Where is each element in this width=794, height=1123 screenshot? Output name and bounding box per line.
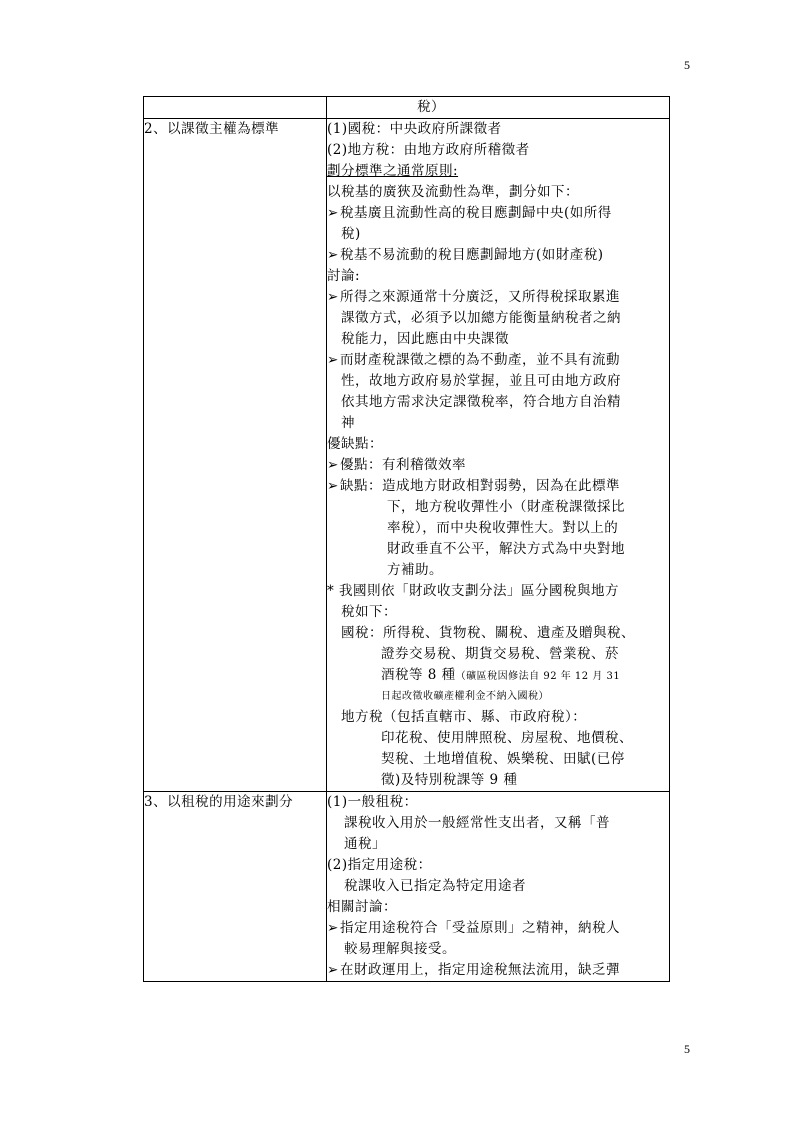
list-item: (1)國稅：中央政府所課徵者 [327,121,502,137]
list-item: 優缺點： [327,436,383,452]
list-item: 財政垂直不公平，解決方式為中央對地 [387,541,625,557]
row0-content-cell [327,97,670,119]
list-item: ➢所得之來源通常十分廣泛，又所得稅採取累進 [327,287,669,308]
list-item: ➢指定用途稅符合「受益原則」之精神，納稅人 [327,918,669,939]
list-item: 稅如下： [341,604,397,620]
list-item: ➢而財產稅課徵之標的為不動產，並不具有流動 [327,350,669,371]
list-item: 較易理解與接受。 [344,941,456,957]
content-table [143,96,670,982]
list-item: 方補助。 [387,562,443,578]
list-item: 國稅：所得稅、貨物稅、關稅、遺產及贈與稅、 [341,625,635,641]
arrow-bullet-icon: ➢ [327,920,339,936]
list-item: 下，地方稅收彈性小（財產稅課徵採比 [387,499,625,515]
list-item: 證券交易稅、期貨交易稅、營業稅、菸 [381,646,619,662]
list-item: 劃分標準之通常原則: [327,163,459,179]
list-item: 日起改徵收礦產權利金不納入國稅） [381,691,549,702]
list-item: 依其地方需求決定課徵稅率，符合地方自治精 [341,394,621,410]
arrow-bullet-icon: ➢ [327,352,339,368]
arrow-bullet-icon: ➢ [327,289,339,305]
list-item: ➢在財政運用上，指定用途稅無法流用，缺乏彈 [327,960,669,981]
row2-label: 3、以租稅的用途來劃分 [144,794,294,810]
arrow-bullet-icon: ➢ [327,247,339,263]
arrow-bullet-icon: ➢ [327,478,339,494]
row1-label-cell [144,119,327,792]
list-item: 相關討論： [327,899,397,915]
arrow-bullet-icon: ➢ [327,962,339,978]
list-item: 酒稅等 8 種（礦區稅因修法自 92 年 12 月 31 [381,667,621,683]
table-row [144,792,670,982]
table-row [144,119,670,792]
arrow-bullet-icon: ➢ [327,457,339,473]
list-item: * 我國則依「財政收支劃分法」區分國稅與地方 [327,583,620,599]
row2-content-cell [327,792,670,982]
list-item: 以稅基的廣狹及流動性為準，劃分如下： [327,184,579,200]
list-item: ➢稅基廣且流動性高的稅目應劃歸中央(如所得 [327,203,669,224]
table-row [144,97,670,119]
list-item: 地方稅（包括直轄市、縣、市政府稅）： [341,709,587,725]
list-item: 稅能力，因此應由中央課徵 [341,331,509,347]
list-item: 印花稅、使用牌照稅、房屋稅、地價稅、 [381,730,633,746]
row0-label-cell [144,97,327,119]
list-item: 稅) [341,226,361,242]
list-item: ➢稅基不易流動的稅目應劃歸地方(如財產稅) [327,245,669,266]
list-item: 課稅收入用於一般經常性支出者，又稱「普 [344,815,610,831]
list-item: 課徵方式，必須予以加總方能衡量納稅者之納 [341,310,621,326]
list-item: ➢缺點：造成地方財政相對弱勢，因為在此標準 [327,476,669,497]
list-item: 性，故地方政府易於掌握，並且可由地方政府 [341,373,621,389]
list-item: (1)一般租稅： [327,794,418,810]
page-number-bottom: 5 [684,1042,690,1056]
list-item: (2)地方稅：由地方政府所稽徵者 [327,142,530,158]
row2-label-cell [144,792,327,982]
list-item: 稅課收入已指定為特定用途者 [344,878,526,894]
list-item: 神 [341,415,355,431]
list-item: (2)指定用途稅： [327,857,432,873]
list-item: 討論: [327,268,361,284]
page-number-top: 5 [684,58,690,72]
row1-content-cell [327,119,670,792]
list-item: 契稅、土地增值稅、娛樂稅、田賦(已停 [381,751,625,767]
row0-text: 稅） [417,99,445,115]
list-item: 徵)及特別稅課等 9 種 [381,772,518,788]
list-item: ➢優點：有利稽徵效率 [327,455,669,476]
arrow-bullet-icon: ➢ [327,205,339,221]
list-item: 率稅），而中央稅收彈性大。對以上的 [387,520,619,536]
list-item: 通稅」 [344,836,386,852]
row1-label: 2、以課徵主權為標準 [144,121,280,137]
